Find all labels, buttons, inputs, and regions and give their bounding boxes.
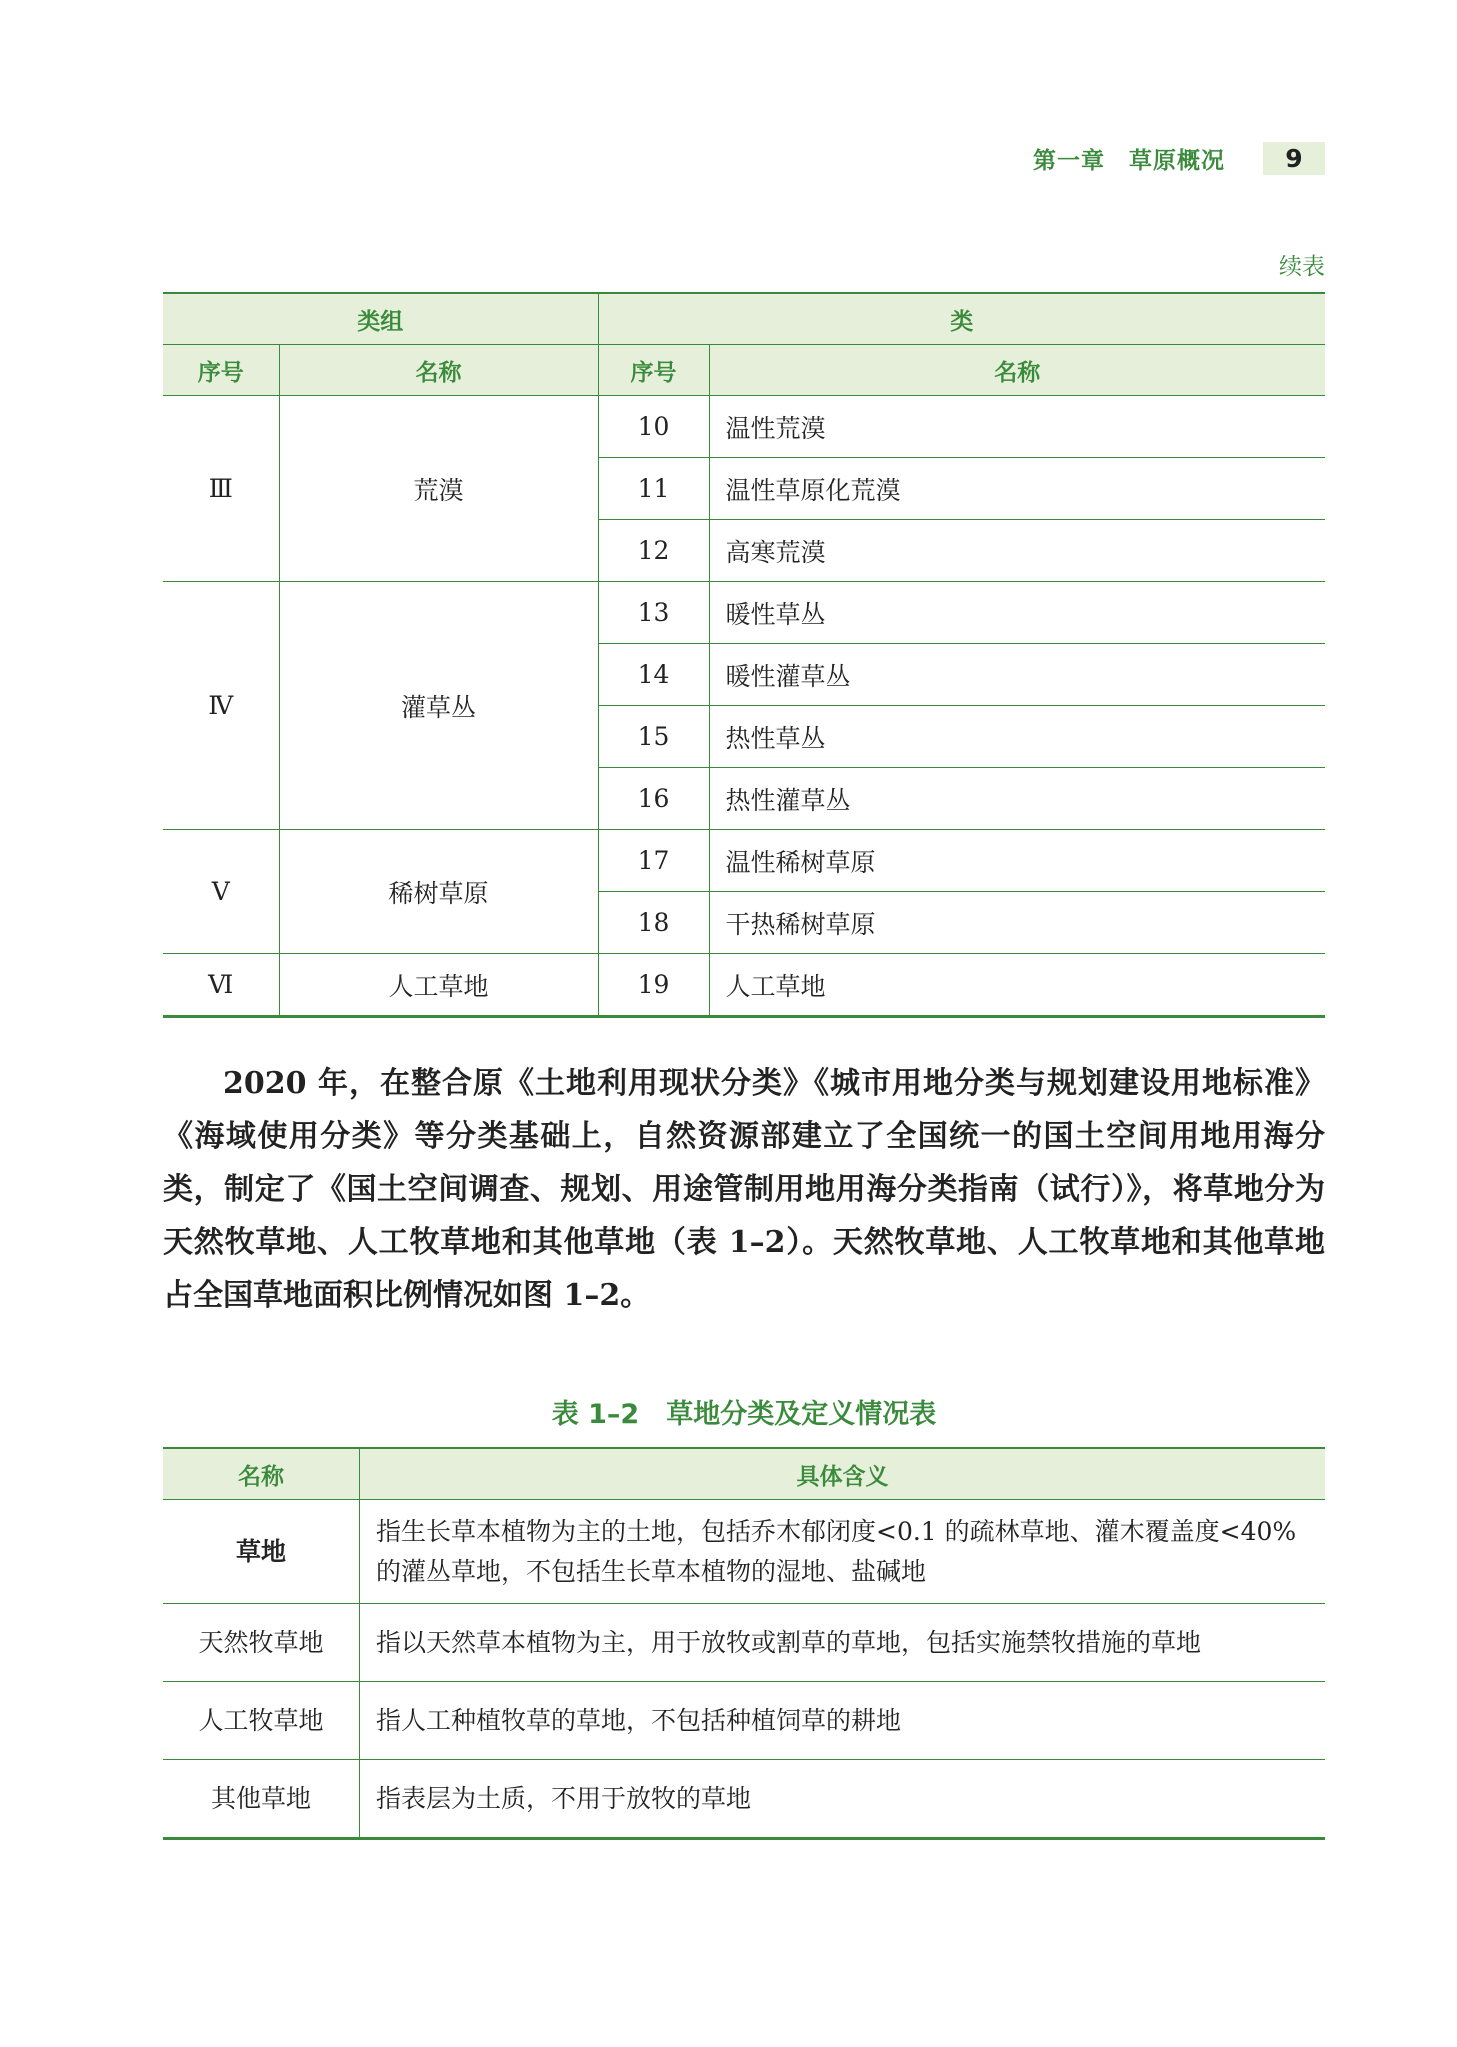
table-row <box>163 1604 1325 1682</box>
group-no: Ⅳ <box>163 582 279 830</box>
group-name: 荒漠 <box>279 396 598 582</box>
group-name: 稀树草原 <box>279 830 598 954</box>
class-name: 干热稀树草原 <box>709 892 1325 954</box>
header-group-name: 名称 <box>279 345 598 396</box>
chapter-title: 第一章 草原概况 <box>1033 147 1225 174</box>
class-no: 17 <box>598 830 709 892</box>
group-name: 人工草地 <box>279 954 598 1017</box>
class-name: 温性稀树草原 <box>709 830 1325 892</box>
class-name: 高寒荒漠 <box>709 520 1325 582</box>
class-no: 19 <box>598 954 709 1017</box>
table-caption: 表 1–2 草地分类及定义情况表 <box>551 1399 937 1430</box>
group-no: Ⅵ <box>163 954 279 1017</box>
table-row <box>163 582 1325 644</box>
class-no: 18 <box>598 892 709 954</box>
class-no: 16 <box>598 768 709 830</box>
header-group-no: 序号 <box>163 345 279 396</box>
header-name: 名称 <box>163 1448 360 1500</box>
group-no: Ⅲ <box>163 396 279 582</box>
definition: 指表层为土质，不用于放牧的草地 <box>360 1760 1326 1839</box>
header-class-name: 名称 <box>709 345 1325 396</box>
definition: 指生长草本植物为主的土地，包括乔木郁闭度<0.1 的疏林草地、灌木覆盖度<40% 的灌丛草地，不包括生长草本植物的湿地、盐碱地 <box>360 1500 1326 1604</box>
page-number: 9 <box>1263 142 1325 175</box>
table-row <box>163 954 1325 1017</box>
term: 人工牧草地 <box>163 1682 360 1760</box>
header-class-no: 序号 <box>598 345 709 396</box>
table-row <box>163 1682 1325 1760</box>
group-no: Ⅴ <box>163 830 279 954</box>
term: 其他草地 <box>163 1760 360 1839</box>
table-row <box>163 1500 1325 1604</box>
header-meaning: 具体含义 <box>360 1448 1326 1500</box>
table-row <box>163 396 1325 458</box>
class-no: 15 <box>598 706 709 768</box>
table-row <box>163 1760 1325 1839</box>
class-name: 热性草丛 <box>709 706 1325 768</box>
header-class: 类 <box>598 293 1325 345</box>
class-name: 人工草地 <box>709 954 1325 1017</box>
definition: 指人工种植牧草的草地，不包括种植饲草的耕地 <box>360 1682 1326 1760</box>
table-row <box>163 830 1325 892</box>
term: 草地 <box>163 1500 360 1604</box>
class-no: 13 <box>598 582 709 644</box>
class-no: 11 <box>598 458 709 520</box>
class-name: 温性草原化荒漠 <box>709 458 1325 520</box>
header-group: 类组 <box>163 293 598 345</box>
definition: 指以天然草本植物为主，用于放牧或割草的草地，包括实施禁牧措施的草地 <box>360 1604 1326 1682</box>
class-name: 热性灌草丛 <box>709 768 1325 830</box>
class-no: 10 <box>598 396 709 458</box>
class-name: 温性荒漠 <box>709 396 1325 458</box>
class-no: 12 <box>598 520 709 582</box>
continuation-label: 续表 <box>1279 254 1325 280</box>
class-no: 14 <box>598 644 709 706</box>
group-name: 灌草丛 <box>279 582 598 830</box>
term: 天然牧草地 <box>163 1604 360 1682</box>
class-name: 暖性草丛 <box>709 582 1325 644</box>
paragraph-text: 2020 年，在整合原《土地利用现状分类》《城市用地分类与规划建设用地标准》《海域使用分类》等分类基础上，自然资源部建立了全国统一的国土空间用地用海分类，制定了《国土空间调查、规划、用途管制用地用海分类指南（试行）》，将草地分为天然牧草地、人工牧草地和其他草地（表 1–2）。天然牧草地、人工牧草地和其他草地占全国草地面积比例情况如图 1–2。 <box>163 1066 1325 1313</box>
grassland-class-table <box>163 292 1325 1018</box>
grassland-definition-table <box>163 1447 1325 1840</box>
class-name: 暖性灌草丛 <box>709 644 1325 706</box>
body-paragraph <box>163 1057 1325 1322</box>
running-header <box>1033 140 1325 176</box>
